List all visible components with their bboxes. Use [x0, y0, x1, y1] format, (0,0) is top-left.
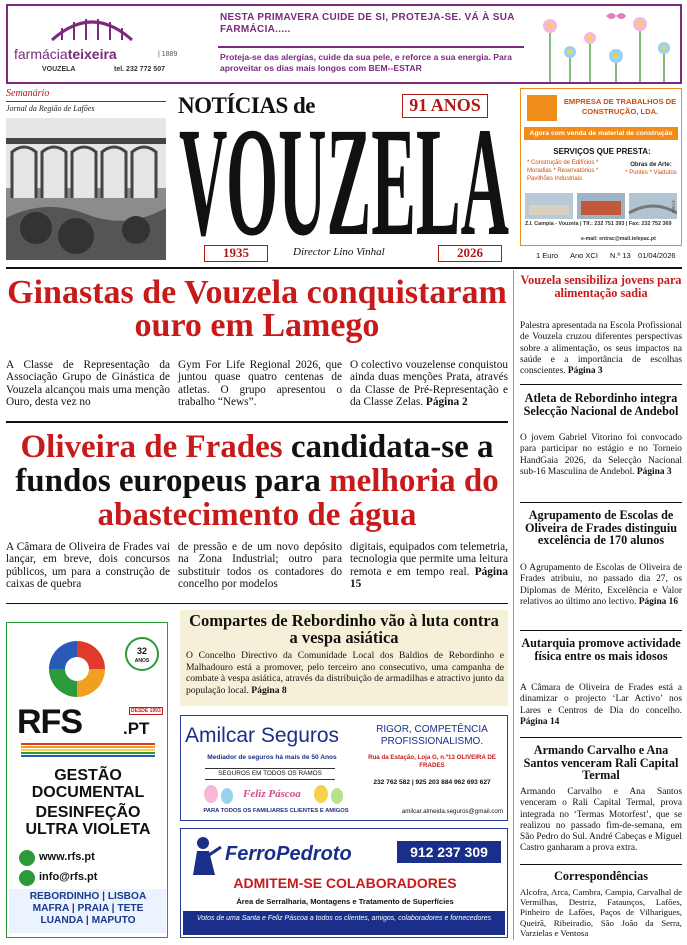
- mail-icon: [19, 870, 35, 886]
- issue-year: Ano XCI: [570, 251, 598, 260]
- amilcar-clients: PARA TODOS OS FAMILIARES CLIENTES E AMIGOS: [203, 808, 349, 814]
- column-rule: [513, 270, 514, 940]
- rfs-logo-icon: [37, 633, 117, 703]
- welder-icon: [185, 835, 223, 875]
- easter-greeting: Feliz Páscoa: [243, 788, 301, 800]
- weekly-divider: [6, 101, 166, 102]
- sidebar-story-3-page-ref[interactable]: Página 16: [638, 596, 679, 607]
- ferro-hiring: ADMITEM-SE COLABORADORES: [227, 873, 463, 893]
- story-1-column-3: O colectivo vouzelense conquistou ainda duas menções Prata, através da Classe de Pré-Representação e da Classe Zelas. Página 2: [350, 359, 508, 409]
- ferro-name: FerroPedroto: [225, 843, 352, 865]
- rfs-locations: REBORDINHO | LISBOA MAFRA | PRAIA | TETE LUANDA | MAPUTO: [29, 891, 147, 926]
- rfs-service-1: GESTÃO DOCUMENTAL: [31, 767, 145, 801]
- globe-icon: [19, 850, 35, 866]
- construction-banner: Agora com venda de material de construção: [524, 127, 678, 140]
- sidebar-rule: [520, 384, 682, 385]
- director-credit: Director Lino Vinhal: [293, 246, 385, 258]
- pharmacy-brand: farmáciateixeira: [14, 46, 117, 62]
- sidebar-story-1-body: Palestra apresentada na Escola Profissional de Vouzela cruzou diferentes perspectivas sobre a alimentação, os seus impactos na saúde e a importância de escolhas conscientes. Página 3: [520, 321, 682, 377]
- amilcar-address: Rua da Estação, Loja G, n.º13 OLIVEIRA DE FRADES: [368, 754, 496, 769]
- amilcar-slogan: RIGOR, COMPETÊNCIA PROFISSIONALISMO.: [376, 724, 488, 747]
- spring-flowers-icon: [530, 8, 680, 82]
- pharmacy-divider: [218, 46, 524, 48]
- anniversary-badge: 91 ANOS: [402, 94, 488, 118]
- sidebar-story-2-page-ref[interactable]: Página 3: [636, 466, 672, 477]
- story-1-rule: [6, 421, 508, 423]
- story-2-headline[interactable]: Oliveira de Frades candidata-se a fundos europeus para melhoria do abastecimento de água: [15, 429, 499, 533]
- amilcar-seguros-ad[interactable]: [180, 715, 508, 821]
- rfs-website[interactable]: www.rfs.pt: [39, 851, 95, 863]
- pharmacy-town: VOUZELA: [42, 66, 76, 73]
- construction-ad-code: 28613: [671, 200, 676, 213]
- aqueduct-photo: [6, 118, 166, 260]
- sidebar-story-4-body: A Câmara de Oliveira de Frades está a dinamizar o projecto ‘Lar Activo’ nos Lares e Centros de Dia do concelho. Página 14: [520, 683, 682, 727]
- issue-number: N.º 13: [610, 251, 631, 260]
- sidebar-rule: [520, 737, 682, 738]
- amilcar-mediator: Mediador de seguros há mais de 50 Anos: [207, 754, 337, 761]
- construction-address: Z.I. Campia - Vouzela | Tlf.: 232 751 393 | Fax: 232 752 369: [525, 221, 672, 227]
- story-1-column-1: A Classe de Representação da Associação Grupo de Ginástica de Vouzela alcançou mais uma menção Ouro, desta vez no: [6, 359, 170, 409]
- rfs-service-2: DESINFEÇÃO ULTRA VIOLETA: [25, 804, 151, 838]
- masthead-title-text: VOUZELA: [179, 106, 509, 246]
- construction-photos: [525, 193, 677, 219]
- sidebar-story-5-body: Armando Carvalho e Ana Santos venceram o Rali Capital Termal, prova integrada no ‘Termas Motorfest’, que se realizou no passado fim-de-semana, em São Pedro do Sul. André Cabeças e Miguel Castro ganharam a prova extra.: [520, 787, 682, 854]
- pharmacy-message-1: NESTA PRIMAVERA CUIDE DE SI, PROTEJA-SE. VÁ À SUA FARMÁCIA.....: [220, 12, 515, 35]
- masthead-title-top: NOTÍCIAS de: [178, 93, 316, 118]
- weekly-label: Semanário: [6, 88, 50, 99]
- vespa-story-page-ref[interactable]: Página 8: [251, 684, 287, 696]
- ferro-easter-wish: Votos de uma Santa e Feliz Páscoa a todos os clientes, amigos, colaboradores e fornecedores: [183, 911, 505, 935]
- sidebar-story-4-headline[interactable]: Autarquia promove actividade física entre os mais idosos: [521, 636, 681, 663]
- story-2-column-3: digitais, equipados com telemetria, tecnologia que permite uma leitura remota e em tempo real. Página 15: [350, 541, 508, 591]
- construction-heading: EMPRESA DE TRABALHOS DE CONSTRUÇÃO, LDA.: [563, 97, 677, 116]
- issue-info: [520, 251, 682, 263]
- rfs-email[interactable]: info@rfs.pt: [39, 871, 98, 883]
- amilcar-branches: SEGUROS EM TODOS OS RAMOS: [205, 768, 335, 780]
- current-year: 2026: [438, 245, 502, 262]
- story-2-column-1: A Câmara de Oliveira de Frades vai lançar, em breve, dois concursos públicos, um para a construção de caixas de quebra: [6, 541, 170, 591]
- newspaper-subtitle: Jornal da Região de Lafões: [6, 104, 95, 113]
- issue-date: 01/04/2026: [638, 251, 676, 260]
- story-1-page-ref[interactable]: Página 2: [425, 396, 468, 409]
- sidebar-story-2-headline[interactable]: Atleta de Rebordinho integra Selecção Nacional de Andebol: [523, 391, 679, 418]
- ferro-phone[interactable]: 912 237 309: [397, 841, 501, 863]
- sidebar-story-1-page-ref[interactable]: Página 3: [567, 366, 603, 377]
- construction-logo-icon: [527, 95, 557, 121]
- story-2-page-ref[interactable]: Página 15: [350, 565, 508, 591]
- sidebar-story-2-body: O jovem Gabriel Vitorino foi convocado para participar no estágio e no Torneio HandGaia 2026, da Selecção Nacional sub-16 Masculina de Andebol. Página 3: [520, 433, 682, 477]
- amilcar-name: Amilcar Seguros: [185, 724, 340, 747]
- construction-email[interactable]: e-mail: entrac@mail.telepac.pt: [581, 236, 656, 242]
- years-badge: 32 ANOS: [125, 637, 159, 671]
- founding-year: 1935: [204, 245, 268, 262]
- pharmacy-message-2: Proteja-se das alergias, cuide da sua pele, e reforce a sua energia. Para aproveitar os dias mais longos com BEM--ESTAR: [220, 52, 512, 73]
- sidebar-story-5-headline[interactable]: Armando Carvalho e Ana Santos venceram Rali Capital Termal: [523, 743, 679, 783]
- sidebar-story-4-page-ref[interactable]: Página 14: [520, 716, 560, 727]
- rfs-color-stripes: [21, 743, 155, 757]
- correspondences-heading[interactable]: Correspondências: [554, 869, 648, 883]
- sidebar-story-3-headline[interactable]: Agrupamento de Escolas de Oliveira de Frades distinguiu excelência de 170 alunos: [524, 508, 678, 548]
- correspondences-list: Alcofra, Arca, Cambra, Campia, Carvalhal de Vermilhas, Destriz, Fataunços, Lafões, Pinheiro de Lafões, Paços de Vilharigues, Queirã, Ribeiradio, São João da Serra, Varzielas e Ventosa: [520, 887, 682, 938]
- sidebar-rule: [520, 630, 682, 631]
- masthead-rule: [6, 267, 682, 269]
- ferro-area: Área de Serralharia, Montagens e Tratamento de Superfícies: [236, 897, 454, 906]
- vespa-story-body: O Concelho Directivo da Comunidade Local dos Baldios de Rebordinho e Malhadouro está a promover, pelo terceiro ano consecutivo, uma campanha de combate à vespa asiática, através da distribuição de armadilhas e atractivo junto da população local. Página 8: [186, 650, 504, 696]
- masthead-title: [176, 106, 512, 246]
- rfs-domain: .PT: [123, 719, 150, 738]
- construction-ad[interactable]: [520, 88, 682, 246]
- pharmacy-phone: tel. 232 772 507: [114, 66, 165, 73]
- rfs-ad[interactable]: [6, 622, 168, 938]
- construction-services: * Construção de Edifícios * Moradias * Reservatórios * Pavilhões Industriais: [527, 160, 599, 182]
- story-2-rule: [6, 603, 508, 604]
- construction-works: Obras de Arte: * Pontes * Viadutos: [625, 162, 677, 176]
- pharmacy-ad[interactable]: [6, 4, 682, 84]
- construction-services-title: SERVIÇOS QUE PRESTA:: [553, 147, 651, 156]
- vespa-story-headline[interactable]: Compartes de Rebordinho vão à luta contra a vespa asiática: [189, 611, 499, 647]
- pharmacy-arch-logo-icon: [50, 12, 134, 42]
- sidebar-story-3-body: O Agrupamento de Escolas de Oliveira de Frades atribuiu, no passado dia 27, os Diplomas de Mérito, Excelência e Valor relativos ao último ano lectivo. Página 16: [520, 563, 682, 607]
- story-1-headline[interactable]: Ginastas de Vouzela conquistaram ouro em Lamego: [7, 274, 507, 344]
- amilcar-phones: 232 762 582 | 925 203 884 962 693 627: [373, 779, 491, 786]
- story-1-column-2: Gym For Life Regional 2026, que juntou quase quatro centenas de atletas. O grupo apresentou o trabalho “News”.: [178, 359, 342, 409]
- issue-price: 1 Euro: [536, 251, 559, 260]
- story-2-column-2: de pressão e de um novo depósito na Zona Industrial; outro para substituir todos os contadores do concelho por modelos: [178, 541, 342, 591]
- pharmacy-year: | 1889: [158, 51, 178, 58]
- amilcar-email[interactable]: amilcar.almeida.seguros@gmail.com: [401, 808, 503, 815]
- rfs-wordmark: RFS: [17, 703, 82, 741]
- sidebar-rule: [520, 502, 682, 503]
- sidebar-story-1-headline[interactable]: Vouzela sensibiliza jovens para alimentação sadia: [520, 273, 682, 300]
- rfs-since: DESDE 1993: [131, 708, 161, 714]
- sidebar-rule: [520, 864, 682, 865]
- ferropedroto-ad[interactable]: [180, 828, 508, 938]
